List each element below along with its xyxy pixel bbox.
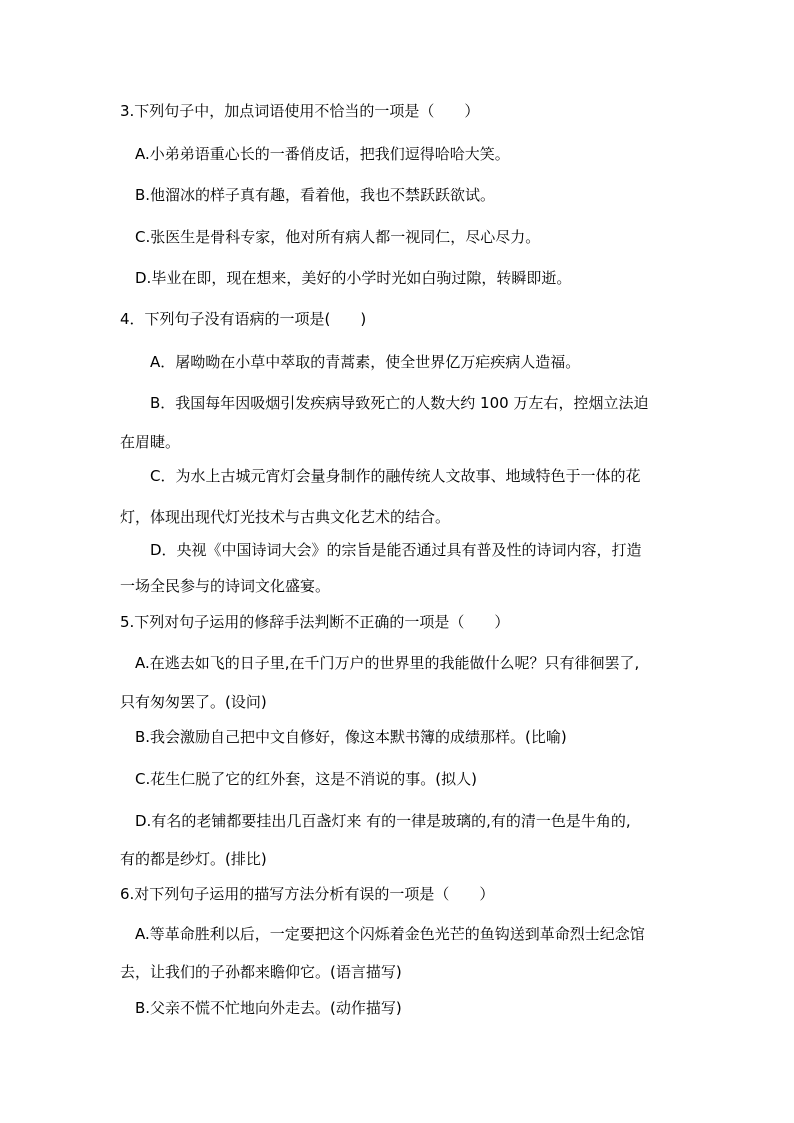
question-3-option-c: C.张医生是骨科专家，他对所有病人都一视同仁，尽心尽力。: [135, 228, 541, 246]
question-3-option-d: D.毕业在即，现在想来，美好的小学时光如白驹过隙，转瞬即逝。: [135, 269, 572, 287]
question-5-option-a-line1: A.在逃去如飞的日子里,在千门万户的世界里的我能做什么呢？只有徘徊罢了,: [135, 654, 640, 672]
question-4-option-b-line2: 在眉睫。: [120, 433, 181, 451]
question-3-option-a: A.小弟弟语重心长的一番俏皮话，把我们逗得哈哈大笑。: [135, 145, 510, 163]
question-6-option-b: B.父亲不慌不忙地向外走去。(动作描写): [135, 999, 402, 1017]
question-6-option-a-line2: 去，让我们的子孙都来瞻仰它。(语言描写): [120, 963, 402, 981]
question-5-option-b: B.我会激励自己把中文自修好，像这本默书簿的成绩那样。(比喻): [135, 728, 567, 746]
question-4-option-c-line2: 灯，体现出现代灯光技术与古典文化艺术的结合。: [120, 508, 451, 526]
question-5-stem: 5.下列对句子运用的修辞手法判断不正确的一项是（ ）: [120, 613, 510, 631]
question-4-stem: 4．下列句子没有语病的一项是( ): [120, 310, 367, 328]
question-4-option-d-line2: 一场全民参与的诗词文化盛宴。: [120, 577, 331, 595]
question-5-option-d-line1: D.有名的老铺都要挂出几百盏灯来 有的一律是玻璃的,有的清一色是牛角的,: [135, 812, 631, 830]
question-4-option-c-line1: C．为水上古城元宵灯会量身制作的融传统人文故事、地域特色于一体的花: [150, 467, 641, 485]
question-3-option-b: B.他溜冰的样子真有趣，看着他，我也不禁跃跃欲试。: [135, 186, 496, 204]
question-5-option-a-line2: 只有匆匆罢了。(设问): [120, 693, 267, 711]
question-4-option-b-line1: B．我国每年因吸烟引发疾病导致死亡的人数大约 100 万左右，控烟立法迫: [150, 394, 649, 412]
question-4-option-d-line1: D．央视《中国诗词大会》的宗旨是能否通过具有普及性的诗词内容，打造: [150, 541, 642, 559]
question-6-option-a-line1: A.等革命胜利以后，一定要把这个闪烁着金色光芒的鱼钩送到革命烈士纪念馆: [135, 925, 645, 943]
question-4-option-a: A．屠呦呦在小草中萃取的青蒿素，使全世界亿万疟疾病人造福。: [150, 353, 581, 371]
question-5-option-d-line2: 有的都是纱灯。(排比): [120, 850, 267, 868]
question-6-stem: 6.对下列句子运用的描写方法分析有误的一项是（ ）: [120, 885, 495, 903]
question-5-option-c: C.花生仁脱了它的红外套，这是不消说的事。(拟人): [135, 770, 477, 788]
question-3-stem: 3.下列句子中，加点词语使用不恰当的一项是（ ）: [120, 102, 480, 120]
